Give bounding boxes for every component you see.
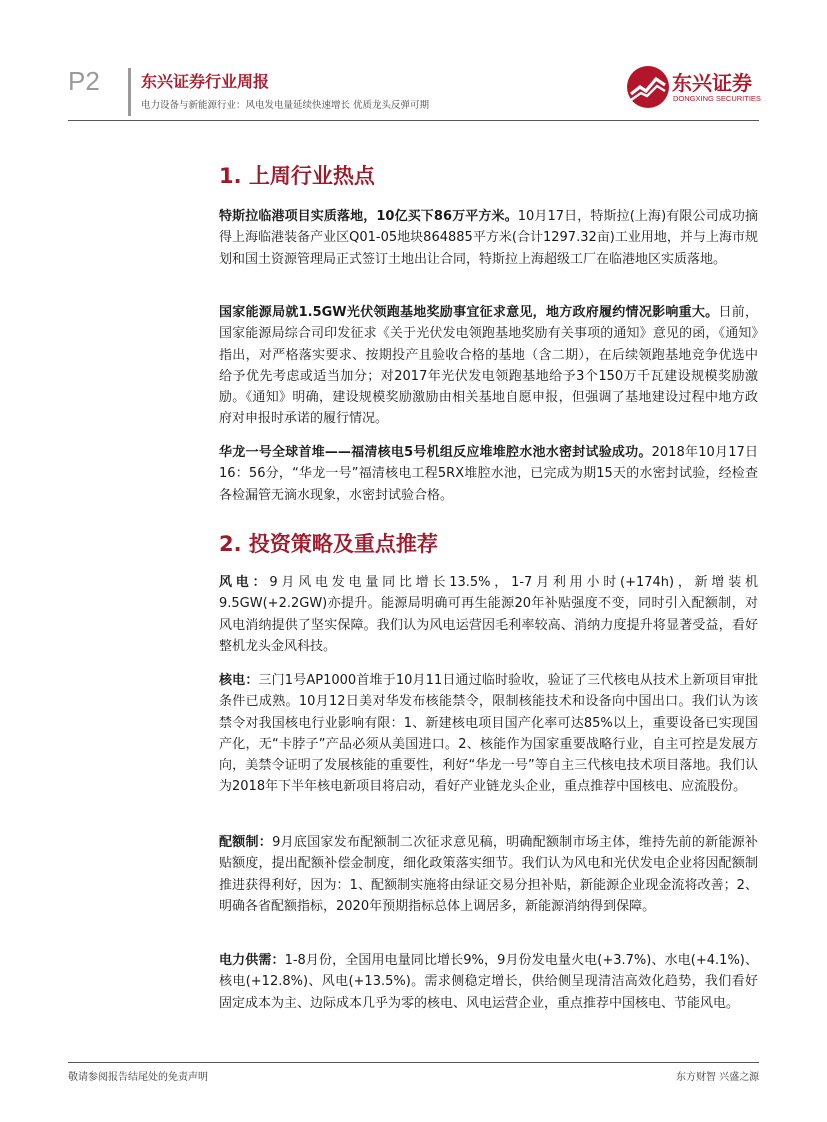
paragraph-body: 9月风电发电量同比增长13.5%，1-7月利用小时(+174h)，新增装机9.5GW(+2.2GW)亦提升。能源局明确可再生能源20年补贴强度不变，同时引入配额制，对风电消纳提供了坚实保障。我们认为风电运营因毛利率较高、消纳力度提升将显著受益，看好整机龙头金风科技。 bbox=[219, 575, 758, 654]
logo-mark-icon bbox=[626, 65, 670, 109]
paragraph-body: 2018年10月17日16：56分，“华龙一号”福清核电工程5RX堆腔水池，已完成为期15天的水密封试验，经检查各检漏管无滴水现象，水密封试验合格。 bbox=[219, 445, 758, 503]
footer-disclaimer: 敬请参阅报告结尾处的免责声明 bbox=[68, 1072, 208, 1083]
paragraph bbox=[219, 670, 758, 798]
paragraph bbox=[219, 442, 758, 506]
footer-slogan: 东方财智 兴盛之源 bbox=[676, 1072, 760, 1083]
paragraph-lead: 电力供需： bbox=[219, 953, 285, 968]
paragraph bbox=[219, 302, 758, 430]
paragraph-body: 日前，国家能源局综合司印发征求《关于光伏发电领跑基地奖励有关事项的通知》意见的函，《通知》指出，对严格落实要求、按期投产且验收合格的基地（含二期），在后续领跑基地竞争优选中给予优先考虑或适当加分；对2017年光伏发电领跑基地给予3个150万千瓦建设规模奖励激励。《通知》明确，建设规模奖励激励由相关基地自愿申报，但强调了基地建设过程中地方政府对申报时承诺的履行情况。 bbox=[219, 305, 758, 427]
paragraph bbox=[219, 572, 758, 657]
paragraph-body: 10月17日，特斯拉(上海)有限公司成功摘得上海临港装备产业区Q01-05地块864885平方米(合计1297.32亩)工业用地，并与上海市规划和国土资源管理局正式签订土地出让合同，特斯拉上海超级工厂在临港地区实质落地。 bbox=[219, 209, 758, 267]
paragraph bbox=[219, 206, 758, 270]
logo-text-en: DONGXING SECURITIES bbox=[673, 94, 761, 103]
header-divider bbox=[128, 68, 131, 116]
company-logo bbox=[626, 64, 761, 110]
paragraph-lead: 核电： bbox=[219, 673, 259, 688]
paragraph-lead: 国家能源局就1.5GW光伏领跑基地奖励事宜征求意见，地方政府履约情况影响重大。 bbox=[219, 305, 719, 320]
report-subtitle: 电力设备与新能源行业：风电发电量延续快速增长 优质龙头反弹可期 bbox=[141, 100, 430, 111]
paragraph-body: 1-8月份，全国用电量同比增长9%，9月份发电量火电(+3.7%)、水电(+4.1%)、核电(+12.8%)、风电(+13.5%)。需求侧稳定增长，供给侧呈现清洁高效化趋势，我们看好固定成本为主、边际成本几乎为零的核电、风电运营企业，重点推荐中国核电、节能风电。 bbox=[219, 953, 758, 1011]
section-heading: 2. 投资策略及重点推荐 bbox=[219, 532, 438, 556]
paragraph-lead: 华龙一号全球首堆——福清核电5号机组反应堆堆腔水池水密封试验成功。 bbox=[219, 445, 652, 460]
section-heading: 1. 上周行业热点 bbox=[219, 164, 375, 188]
paragraph bbox=[219, 832, 758, 917]
header-rule bbox=[68, 120, 759, 121]
paragraph-body: 三门1号AP1000首堆于10月11日通过临时验收，验证了三代核电从技术上新项目审批条件已成熟。10月12日美对华发布核能禁令，限制核能技术和设备向中国出口。我们认为该禁令对我国核电行业影响有限：1、新建核电项目国产化率可达85%以上，重要设备已实现国产化，无“卡脖子”产品必须从美国进口。2、核能作为国家重要战略行业，自主可控是发展方向，美禁令证明了发展核能的重要性，利好“华龙一号”等自主三代核电技术项目落地。我们认为2018年下半年核电新项目将启动，看好产业链龙头企业，重点推荐中国核电、应流股份。 bbox=[219, 673, 758, 795]
logo-text-cn: 东兴证券 bbox=[672, 71, 752, 95]
report-title: 东兴证券行业周报 bbox=[141, 72, 270, 91]
paragraph bbox=[219, 950, 758, 1014]
paragraph-lead: 配额制： bbox=[219, 835, 273, 850]
paragraph-body: 9月底国家发布配额制二次征求意见稿，明确配额制市场主体，维持先前的新能源补贴额度，提出配额补偿金制度，细化政策落实细节。我们认为风电和光伏发电企业将因配额制推进获得利好，因为：1、配额制实施将由绿证交易分担补贴，新能源企业现金流将改善；2、明确各省配额指标，2020年预期指标总体上调居多，新能源消纳得到保障。 bbox=[219, 835, 758, 914]
page-number: P2 bbox=[68, 66, 100, 96]
footer-rule bbox=[68, 1062, 759, 1063]
paragraph-lead: 特斯拉临港项目实质落地，10亿买下86万平方米。 bbox=[219, 209, 518, 224]
paragraph-lead: 风电： bbox=[219, 575, 270, 590]
